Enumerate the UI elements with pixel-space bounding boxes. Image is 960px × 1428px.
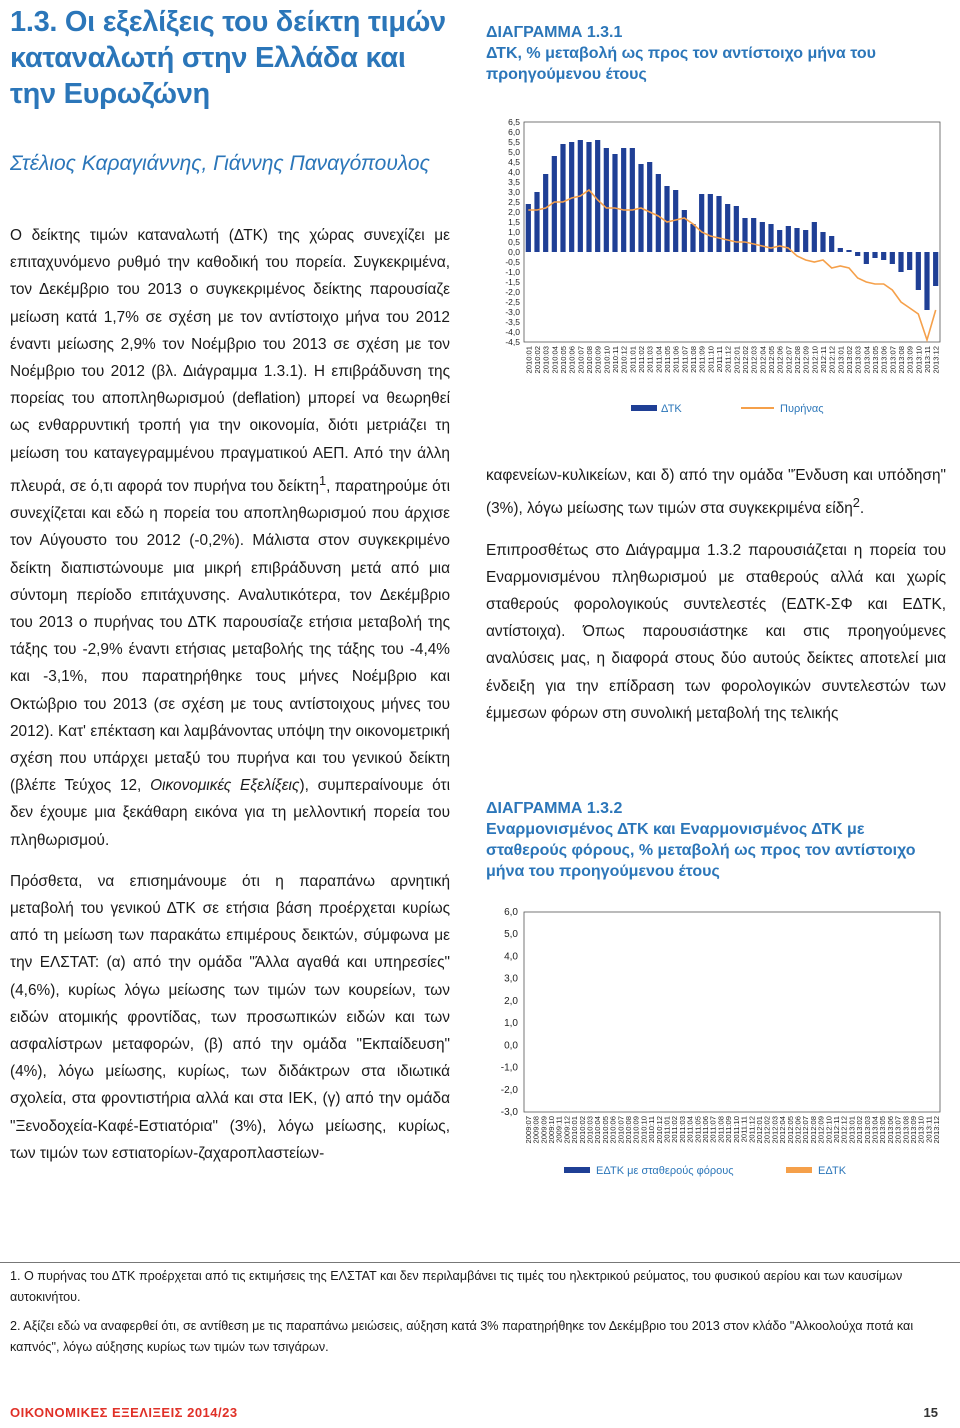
chart1-xtick-label: 2013:05 <box>871 346 880 374</box>
chart2 <box>486 904 946 1194</box>
chart1-ytick-label: 6,0 <box>508 127 520 137</box>
chart1-xtick-label: 2011:11 <box>715 346 724 373</box>
chart2-ytick-label: 0,0 <box>504 1040 518 1052</box>
chart1-ytick-label: 5,5 <box>508 137 520 147</box>
r1-text-b: . <box>859 500 865 518</box>
paragraph-1 <box>10 222 450 854</box>
chart1-xtick-label: 2012:05 <box>767 346 776 374</box>
chart1-xtick-label: 2012:12 <box>827 346 837 374</box>
chart1-bar <box>690 224 695 252</box>
r2-text-b: παρουσιάζεται η πορεία του Εναρμονισμένου πληθωρισμού με σταθερούς αλλά και χωρίς σταθερούς φορολογικούς συντελεστές (ΕΔΤΚ-ΣΦ και ΕΔΤΚ, αντίστοιχα). Όπως παρουσιάστηκε και στις προηγούμενες αναλύσεις μας, η διαφορά στους δύο αυτούς δείκτες αποτελεί μια ένδειξη για την επίδραση των φορολογικών συντελεστών των έμμεσων φόρων στη συνολική μεταβολή της τελικής <box>486 541 946 722</box>
chart2-xtick-label: 2011:01 <box>662 1116 672 1143</box>
chart1-xtick-label: 2011:10 <box>706 346 716 373</box>
chart2-xtick-label: 2011:08 <box>716 1116 726 1143</box>
chart1-ytick-label: -2,5 <box>505 297 520 307</box>
chart1-ytick-label: -3,0 <box>505 307 520 317</box>
chart2-xtick-label: 2011:02 <box>670 1116 680 1143</box>
chart2-xtick-label: 2010:02 <box>577 1116 587 1144</box>
figure-reference-2: Διάγραμμα 1.3.2 <box>625 541 742 559</box>
chart1-bar <box>664 186 669 252</box>
chart2-svg <box>486 904 946 1194</box>
chart1-ytick-label: -4,0 <box>505 327 520 337</box>
p1-text-a: Ο δείκτης τιμών καταναλωτή (ΔΤΚ) της χώρας συνεχίζει με επιταχυνόμενο ρυθμό την καθοδική του πορεία. Συγκεκριμένα, τον Δεκέμβριο του 2013 ο συγκεκριμένος δείκτης παρουσίαζε μείωση κατά 1,7% σε σχέση με τον αντίστοιχο μήνα του 2012 έναντι μείωσης 2,9% τον Νοέμβριο του 2013 σε σχέση με τον Νοέμβριο του 2012 (βλ. <box>10 227 450 381</box>
chart1-xtick-label: 2013:10 <box>914 346 924 374</box>
chart1-bar <box>595 140 600 252</box>
chart1-bar <box>699 194 704 252</box>
chart1-xtick-label: 2011:04 <box>654 346 664 373</box>
chart2-xtick-label: 2013:08 <box>901 1116 911 1144</box>
paragraph-r1 <box>486 462 946 523</box>
chart2-xtick-label: 2009:08 <box>531 1116 541 1144</box>
chart2-xtick-label: 2010:08 <box>624 1116 633 1144</box>
chart2-xtick-label: 2011:09 <box>724 1116 734 1143</box>
chart1-ytick-label: -0,5 <box>505 257 520 267</box>
footnotes <box>10 1266 950 1366</box>
chart1-bar <box>621 148 626 252</box>
chart1-xtick-label: 2013:09 <box>905 346 915 374</box>
chart1-bar <box>829 236 834 252</box>
chart1-xtick-label: 2010:04 <box>550 346 560 374</box>
chart2-xtick-label: 2013:10 <box>916 1116 926 1144</box>
chart1-bar <box>682 210 687 252</box>
chart1-bar <box>543 174 548 252</box>
chart1-legend-label-2: Πυρήνας <box>780 403 824 415</box>
chart2-xtick-label: 2011:06 <box>701 1116 711 1143</box>
chart1-ytick-label: -2,0 <box>505 287 520 297</box>
chart1-bar <box>933 252 938 286</box>
chart1-xtick-label: 2012:02 <box>741 346 750 374</box>
chart2-xtick-label: 2011:05 <box>693 1116 703 1143</box>
chart1-bar <box>604 148 609 252</box>
chart1-xtick-label: 2010:11 <box>611 346 620 373</box>
chart1-xtick-label: 2010:05 <box>559 346 568 374</box>
chart1-ytick-label: 1,0 <box>508 227 520 237</box>
chart1-bar <box>777 230 782 252</box>
chart1-ytick-label: -4,5 <box>505 337 520 347</box>
chart2-xtick-label: 2009:11 <box>554 1116 564 1143</box>
chart1-ytick-label: 1,5 <box>508 217 520 227</box>
chart2-xtick-label: 2011:03 <box>677 1116 687 1143</box>
chart1-ytick-label: 0,5 <box>508 237 520 247</box>
r1-text-a: καφενείων-κυλικείων, και δ) από την ομάδα "Ένδυση και υπόδηση" (3%), λόγω μείωσης των τιμών στα συγκεκριμένα είδη <box>486 467 946 518</box>
chart1-bar <box>734 206 739 252</box>
chart2-xtick-label: 2012:04 <box>778 1116 788 1144</box>
left-column <box>10 222 450 1181</box>
chart1-bar <box>812 222 817 252</box>
chart1-xtick-label: 2010:09 <box>593 346 603 374</box>
chart2-xtick-label: 2013:03 <box>862 1116 872 1144</box>
chart2-xtick-label: 2013:02 <box>855 1116 865 1144</box>
chart2-xtick-label: 2012:07 <box>801 1116 811 1144</box>
chart1-xtick-label: 2013:06 <box>879 346 889 374</box>
chart2-ytick-label: 2,0 <box>504 995 518 1007</box>
chart2-xtick-label: 2010:04 <box>593 1116 603 1144</box>
chart1-xtick-label: 2013:02 <box>845 346 854 374</box>
chart1-xtick-label: 2013:04 <box>862 346 872 374</box>
publication-name: Οικονομικές Εξελίξεις <box>150 777 300 795</box>
chart1-xtick-label: 2013:03 <box>853 346 863 374</box>
chart2-ytick-label: -3,0 <box>500 1107 518 1118</box>
chart2-xtick-label: 2010:11 <box>647 1116 657 1143</box>
chart1-bar <box>838 248 843 252</box>
chart2-xtick-label: 2013:05 <box>878 1116 888 1144</box>
chart1-xtick-label: 2012:09 <box>801 346 811 374</box>
chart1-bar <box>820 232 825 252</box>
chart2-xtick-label: 2013:07 <box>893 1116 903 1144</box>
chart2-xtick-label: 2013:12 <box>932 1116 942 1144</box>
chart2-xtick-label: 2011:11 <box>739 1116 749 1143</box>
chart1 <box>486 112 946 432</box>
chart1-bar <box>916 252 921 290</box>
chart2-title <box>486 798 946 882</box>
chart2-ytick-label: 6,0 <box>504 907 518 918</box>
chart1-bar <box>586 142 591 252</box>
chart1-ytick-label: 3,5 <box>508 177 520 187</box>
chart1-bar <box>708 194 713 252</box>
chart1-ytick-label: 2,5 <box>508 197 520 207</box>
chart1-bar <box>898 252 903 272</box>
chart2-ytick-label: -2,0 <box>500 1084 518 1096</box>
chart1-ytick-label: 0,0 <box>508 247 520 257</box>
chart1-xtick-label: 2011:08 <box>689 346 698 373</box>
chart1-xtick-label: 2010:01 <box>524 346 534 374</box>
chart2-xtick-label: 2013:11 <box>924 1116 934 1143</box>
chart1-xtick-label: 2012:10 <box>810 346 820 374</box>
r2-text-a: Επιπροσθέτως στο <box>486 541 626 559</box>
chart2-xtick-label: 2011:07 <box>708 1116 718 1143</box>
chart2-legend-label-1: ΕΔΤΚ με σταθερούς φόρους <box>596 1165 734 1177</box>
paragraph-r2 <box>486 537 946 727</box>
chart1-xtick-label: 2013:12 <box>931 346 941 374</box>
chart2-ytick-label: 5,0 <box>504 929 518 941</box>
chart1-ytick-label: 4,5 <box>508 157 520 167</box>
chart2-legend-swatch-2 <box>786 1167 812 1173</box>
chart2-xtick-label: 2012:11 <box>832 1116 841 1143</box>
chart2-xtick-label: 2012:09 <box>816 1116 826 1144</box>
chart2-xtick-label: 2009:12 <box>562 1116 572 1144</box>
chart1-bar <box>647 162 652 252</box>
chart1-title <box>486 22 946 85</box>
chart1-ytick-label: 5,0 <box>508 147 520 157</box>
chart1-bar <box>907 252 912 270</box>
chart1-xtick-label: 2011:01 <box>628 346 638 373</box>
chart1-xtick-label: 2010:10 <box>602 346 612 374</box>
chart2-xtick-label: 2010:10 <box>639 1116 649 1144</box>
chart1-xtick-label: 2011:03 <box>645 346 655 373</box>
chart2-ytick-label: 1,0 <box>504 1018 518 1030</box>
chart1-bar <box>794 228 799 252</box>
chart1-xtick-label: 2012:11 <box>819 346 828 373</box>
chart1-xtick-label: 2013:07 <box>888 346 898 374</box>
p1-text-d: ), συμπεραίνουμε ότι δεν έχουμε μια ξεκάθαρη εικόνα για τη μελλοντική πορεία του πληθωρισμού. <box>10 777 450 849</box>
chart1-xtick-label: 2010:07 <box>576 346 586 374</box>
chart2-xtick-label: 2012:05 <box>785 1116 795 1144</box>
chart1-bar <box>760 222 765 252</box>
chart1-label: ΔΙΑΓΡΑΜΜΑ 1.3.1 <box>486 24 623 41</box>
chart1-xtick-label: 2012:04 <box>758 346 768 374</box>
chart1-bar <box>864 252 869 264</box>
chart2-xtick-label: 2009:07 <box>523 1116 533 1144</box>
chart2-xtick-label: 2010:12 <box>654 1116 664 1144</box>
footnote-1: 1. Ο πυρήνας του ΔΤΚ προέρχεται από τις εκτιμήσεις της ΕΛΣΤΑΤ και δεν περιλαμβάνει τις τιμές του ηλεκτρικού ρεύματος, του φυσικού αερίου και των καυσίμων αυτοκινήτου. <box>10 1269 903 1304</box>
chart1-legend-label-1: ΔΤΚ <box>661 403 682 415</box>
chart1-ytick-label: 4,0 <box>508 167 520 177</box>
footnote-divider <box>0 1262 960 1263</box>
chart1-xtick-label: 2011:06 <box>671 346 681 373</box>
chart2-xtick-label: 2011:10 <box>731 1116 741 1143</box>
chart2-xtick-label: 2010:05 <box>600 1116 610 1144</box>
chart2-xtick-label: 2009:09 <box>539 1116 549 1144</box>
chart2-xtick-label: 2011:12 <box>747 1116 757 1143</box>
chart2-label: ΔΙΑΓΡΑΜΜΑ 1.3.2 <box>486 800 623 817</box>
chart2-xtick-label: 2011:04 <box>685 1116 695 1143</box>
chart1-xtick-label: 2011:09 <box>697 346 707 373</box>
paragraph-2: Πρόσθετα, να επισημάνουμε ότι η παραπάνω αρνητική μεταβολή του γενικού ΔΤΚ σε ετήσια βάση προέρχεται κυρίως από τη μείωση των παρακάτω επιμέρους δεικτών, σύμφωνα με την ΕΛΣΤΑΤ: (α) από την ομάδα "Άλλα αγαθά και υπηρεσίες" (4,6%), κυρίως λόγω μείωσης των τιμών των κουρείων, των ειδών ατομικής φροντίδας, των προσωπικών ειδών και των ασφαλίστρων μεταφορών, (β) από την ομάδα "Εκπαίδευση" (4%), λόγω μείωσης, κυρίως, των διδάκτρων στα ιδιωτικά σχολεία, στα φροντιστήρια αλλά και στα ΙΕΚ, (γ) από την ομάδα "Ξενοδοχεία-Καφέ-Εστιατόρια" (3%), λόγω μείωσης, κυρίως, των τιμών των εστιατορίων-ζαχαροπλαστείων- <box>10 872 450 1162</box>
chart2-xtick-label: 2012:08 <box>808 1116 818 1144</box>
chart2-xtick-label: 2013:01 <box>847 1116 857 1144</box>
chart1-xtick-label: 2013:11 <box>923 346 932 373</box>
chart1-xtick-label: 2011:02 <box>637 346 646 373</box>
chart1-ytick-label: 6,5 <box>508 117 520 127</box>
chart2-caption: Εναρμονισμένος ΔΤΚ και Εναρμονισμένος ΔΤΚ με σταθερούς φόρους, % μεταβολή ως προς τον αντίστοιχο μήνα του προηγούμενου έτους <box>486 821 916 880</box>
chart1-xtick-label: 2013:01 <box>836 346 846 374</box>
chart1-legend-bar-swatch <box>631 405 657 411</box>
chart2-xtick-label: 2012:02 <box>762 1116 772 1144</box>
chart1-xtick-label: 2011:12 <box>723 346 733 373</box>
chart1-bar <box>855 252 860 256</box>
chart1-xtick-label: 2012:07 <box>784 346 794 374</box>
chart1-caption: ΔΤΚ, % μεταβολή ως προς τον αντίστοιχο μήνα του προηγούμενου έτους <box>486 45 876 83</box>
chart2-xtick-label: 2013:04 <box>870 1116 880 1144</box>
chart2-xtick-label: 2010:03 <box>585 1116 595 1144</box>
chart1-bar <box>534 192 539 252</box>
chart1-bar <box>924 252 929 310</box>
chart1-bar <box>890 252 895 264</box>
journal-name: ΟΙΚΟΝΟΜΙΚΕΣ ΕΞΕΛΙΞΕΙΣ 2014/23 <box>10 1405 238 1420</box>
chart1-bar <box>742 218 747 252</box>
chart1-xtick-label: 2013:08 <box>897 346 906 374</box>
chart2-ytick-label: 3,0 <box>504 973 518 985</box>
chart2-xtick-label: 2012:10 <box>824 1116 834 1144</box>
chart1-xtick-label: 2011:07 <box>680 346 690 373</box>
chart1-bar <box>846 250 851 252</box>
footnote-2: 2. Αξίζει εδώ να αναφερθεί ότι, σε αντίθεση με τις παραπάνω μειώσεις, αύξηση κατά 3% παρατηρήθηκε τον Δεκέμβριο του 2013 στον κλάδο "Αλκοολούχα ποτά και καπνός", λόγω αύξησης κυρίως των τιμών των τσιγάρων. <box>10 1319 914 1354</box>
chart1-ytick-label: 3,0 <box>508 187 520 197</box>
chart1-svg <box>486 112 946 432</box>
chart2-xtick-label: 2010:06 <box>608 1116 618 1144</box>
chart1-xtick-label: 2010:08 <box>585 346 594 374</box>
chart2-xtick-label: 2012:12 <box>839 1116 849 1144</box>
chart2-plot-area <box>524 912 940 1112</box>
chart2-legend-label-2: ΕΔΤΚ <box>818 1165 847 1177</box>
chart2-xtick-label: 2013:09 <box>909 1116 919 1144</box>
chart1-xtick-label: 2012:03 <box>749 346 759 374</box>
chart1-bar <box>612 154 617 252</box>
chart1-ytick-label: -3,5 <box>505 317 520 327</box>
chart2-xtick-label: 2010:09 <box>631 1116 641 1144</box>
chart1-xtick-label: 2010:02 <box>533 346 542 374</box>
chart1-bar <box>751 218 756 252</box>
chart2-legend-swatch-1 <box>564 1167 590 1173</box>
footnote-mark-1: 1 <box>318 472 327 488</box>
chart1-xtick-label: 2012:08 <box>793 346 802 374</box>
chart1-xtick-label: 2012:06 <box>775 346 785 374</box>
p1-text-b: ). Η επιβράδυνση της πορείας του αποπληθωρισμού (deflation) μπορεί να θεωρηθεί ως ενθαρρυντική τροπή για την οικονομία, διότι μετριάζει τη μείωση του καταγεγραμμένου πραγματικού ΑΕΠ. Από την άλλη πλευρά, σε ό,τι αφορά τον πυρήνα του δείκτη <box>10 363 450 495</box>
p1-text-c: , παρατηρούμε ότι συνεχίζεται και εδώ η πορεία του αποπληθωρισμού που άρχισε τον Αύγουστο του 2012 (-0,2%). Μάλιστα στον συγκεκριμένο δείκτη διαπιστώνουμε μια μικρή επιβράδυνση μετά από μια σύντομη περίοδο επιτάχυνσης. Αναλυτικότερα, τον Δεκέμβριο του 2013 ο πυρήνας του ΔΤΚ παρουσίαζε ετήσια μεταβολή της τάξης του -2,9% έναντι ετήσιας μεταβολής της τάξης του -4,4% και -3,1%, που παρατηρήθηκε τους μήνες Νοέμβριο και Οκτώβριο του 2013 (σε σχέση με τους αντίστοιχους μήνες του 2012). Κατ' επέκταση και λαμβάνοντας υπόψη την οικονομετρική σχέση που υπάρχει μεταξύ του πυρήνα και του γενικού δείκτη (βλέπε Τεύχος 12, <box>10 477 450 795</box>
figure-reference: Διάγραμμα 1.3.1 <box>182 363 299 381</box>
chart1-bar <box>630 148 635 252</box>
chart1-bar <box>526 204 531 252</box>
chart1-bar <box>881 252 886 260</box>
chart1-xtick-label: 2012:01 <box>732 346 742 374</box>
chart1-xtick-label: 2010:06 <box>567 346 577 374</box>
chart2-xtick-label: 2010:07 <box>616 1116 626 1144</box>
chart1-bar <box>872 252 877 258</box>
chart2-xtick-label: 2012:01 <box>754 1116 764 1144</box>
chart1-bar <box>716 196 721 252</box>
chart1-xtick-label: 2010:03 <box>541 346 551 374</box>
authors: Στέλιος Καραγιάννης, Γιάννης Παναγόπουλος <box>10 152 430 175</box>
chart2-xtick-label: 2012:03 <box>770 1116 780 1144</box>
chart2-xtick-label: 2010:01 <box>570 1116 580 1144</box>
page-number: 15 <box>923 1405 938 1420</box>
section-title: 1.3. Οι εξελίξεις του δείκτη τιμών καταναλωτή στην Ελλάδα και την Ευρωζώνη <box>10 6 446 110</box>
chart1-bar <box>560 144 565 252</box>
chart1-bar <box>803 230 808 252</box>
chart1-ytick-label: -1,5 <box>505 277 520 287</box>
chart1-xtick-label: 2010:12 <box>619 346 629 374</box>
chart1-ytick-label: -1,0 <box>505 267 520 277</box>
chart1-bar <box>725 204 730 252</box>
chart1-ytick-label: 2,0 <box>508 207 520 217</box>
chart2-ytick-label: -1,0 <box>500 1062 518 1074</box>
right-column-top <box>486 462 946 741</box>
chart2-ytick-label: 4,0 <box>504 951 518 963</box>
chart1-bar <box>656 174 661 252</box>
chart2-xtick-label: 2013:06 <box>885 1116 895 1144</box>
chart1-xtick-label: 2011:05 <box>663 346 672 373</box>
chart2-xtick-label: 2012:06 <box>793 1116 803 1144</box>
footnote-mark-2: 2 <box>852 495 860 511</box>
chart2-xtick-label: 2009:10 <box>546 1116 556 1144</box>
